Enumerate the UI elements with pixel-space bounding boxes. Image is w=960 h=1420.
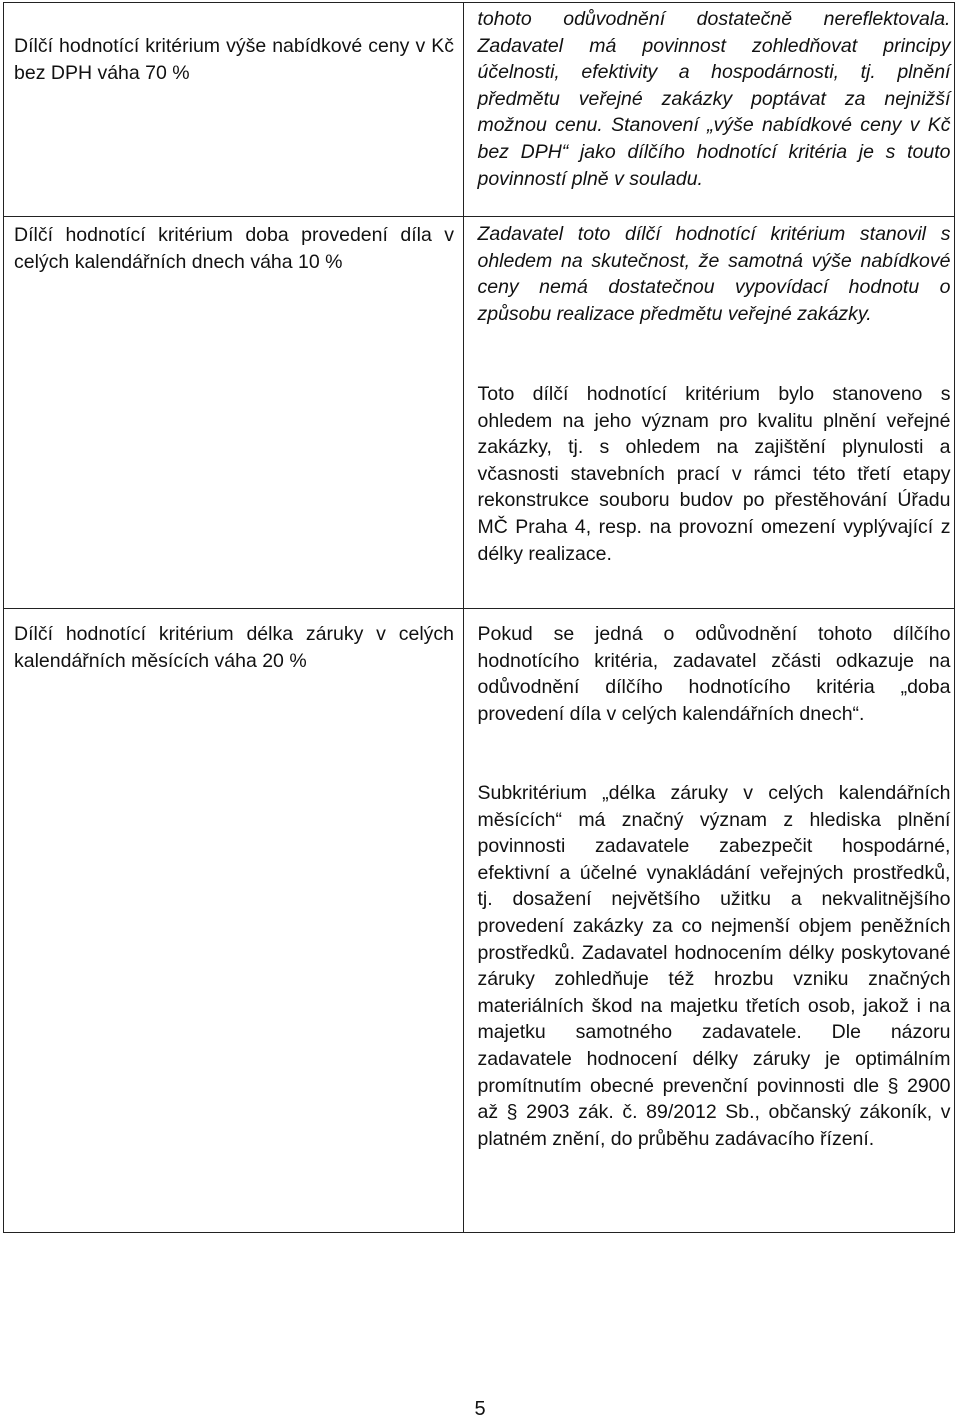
criterion-cell: [4, 3, 464, 217]
justification-cell: [464, 609, 955, 1233]
criterion-cell: [4, 217, 464, 609]
table-row: [4, 609, 955, 1233]
justification-duration-1: Zadavatel toto dílčí hodnotící kritérium stanovil s ohledem na skutečnost, že samotná výše nabídkové ceny nemá dostatečnou vypovídací hodnotu o způsobu realizace předmětu veřejné zakázky.: [477, 223, 951, 325]
justification-price: tohoto odůvodnění dostatečně nereflektovala. Zadavatel má povinnost zohledňovat principy účelnosti, efektivity a hospodárnosti, tj. plnění předmětu veřejné zakázky poptávat za nejnižší možnou cenu. Stanovení „výše nabídkové ceny v Kč bez DPH“ jako dílčího hodnotící kritéria je s touto povinností plně v souladu.: [477, 8, 951, 190]
page-number: 5: [474, 1398, 486, 1420]
criteria-table: [3, 2, 955, 1233]
criterion-duration: Dílčí hodnotící kritérium doba provedení díla v celých kalendářních dnech váha 10 %: [14, 224, 454, 273]
justification-cell: [464, 217, 955, 609]
criterion-cell: [4, 609, 464, 1233]
justification-warranty-1: Pokud se jedná o odůvodnění tohoto dílčího hodnotícího kritéria, zadavatel zčásti odkazuje na odůvodnění dílčího hodnotícího kritéria „doba provedení díla v celých kalendářních dnech“.: [477, 623, 951, 725]
justification-duration-2: Toto dílčí hodnotící kritérium bylo stanoveno s ohledem na jeho význam pro kvalitu plnění veřejné zakázky, tj. s ohledem na zajištění plynulosti a včasnosti stavebních prací v rámci této třetí etapy rekonstrukce souboru budov po přestěhování Úřadu MČ Praha 4, resp. na provozní omezení vyplývající z délky realizace.: [477, 383, 951, 565]
criterion-warranty: Dílčí hodnotící kritérium délka záruky v celých kalendářních měsících váha 20 %: [14, 623, 454, 672]
justification-cell: [464, 3, 955, 217]
table-row: [4, 217, 955, 609]
criterion-price: Dílčí hodnotící kritérium výše nabídkové ceny v Kč bez DPH váha 70 %: [14, 35, 454, 84]
justification-warranty-2: Subkritérium „délka záruky v celých kalendářních měsících“ má značný význam z hlediska plnění povinnosti zadavatele zabezpečit hospodárné, efektivní a účelné vynakládání veřejných prostředků, tj. dosažení největšího užitku a nekvalitnějšího provedení zakázky za co nejmenší objem peněžních prostředků. Zadavatel hodnocením délky poskytované záruky zohledňuje též hrozbu vzniku značných materiálních škod na majetku třetích osob, jakož i na majetku samotného zadavatele. Dle názoru zadavatele hodnocení délky záruky je optimálním promítnutím obecné prevenční povinnosti dle § 2900 až § 2903 zák. č. 89/2012 Sb., občanský zákoník, v platném znění, do průběhu zadávacího řízení.: [477, 782, 951, 1150]
table-row: [4, 3, 955, 217]
